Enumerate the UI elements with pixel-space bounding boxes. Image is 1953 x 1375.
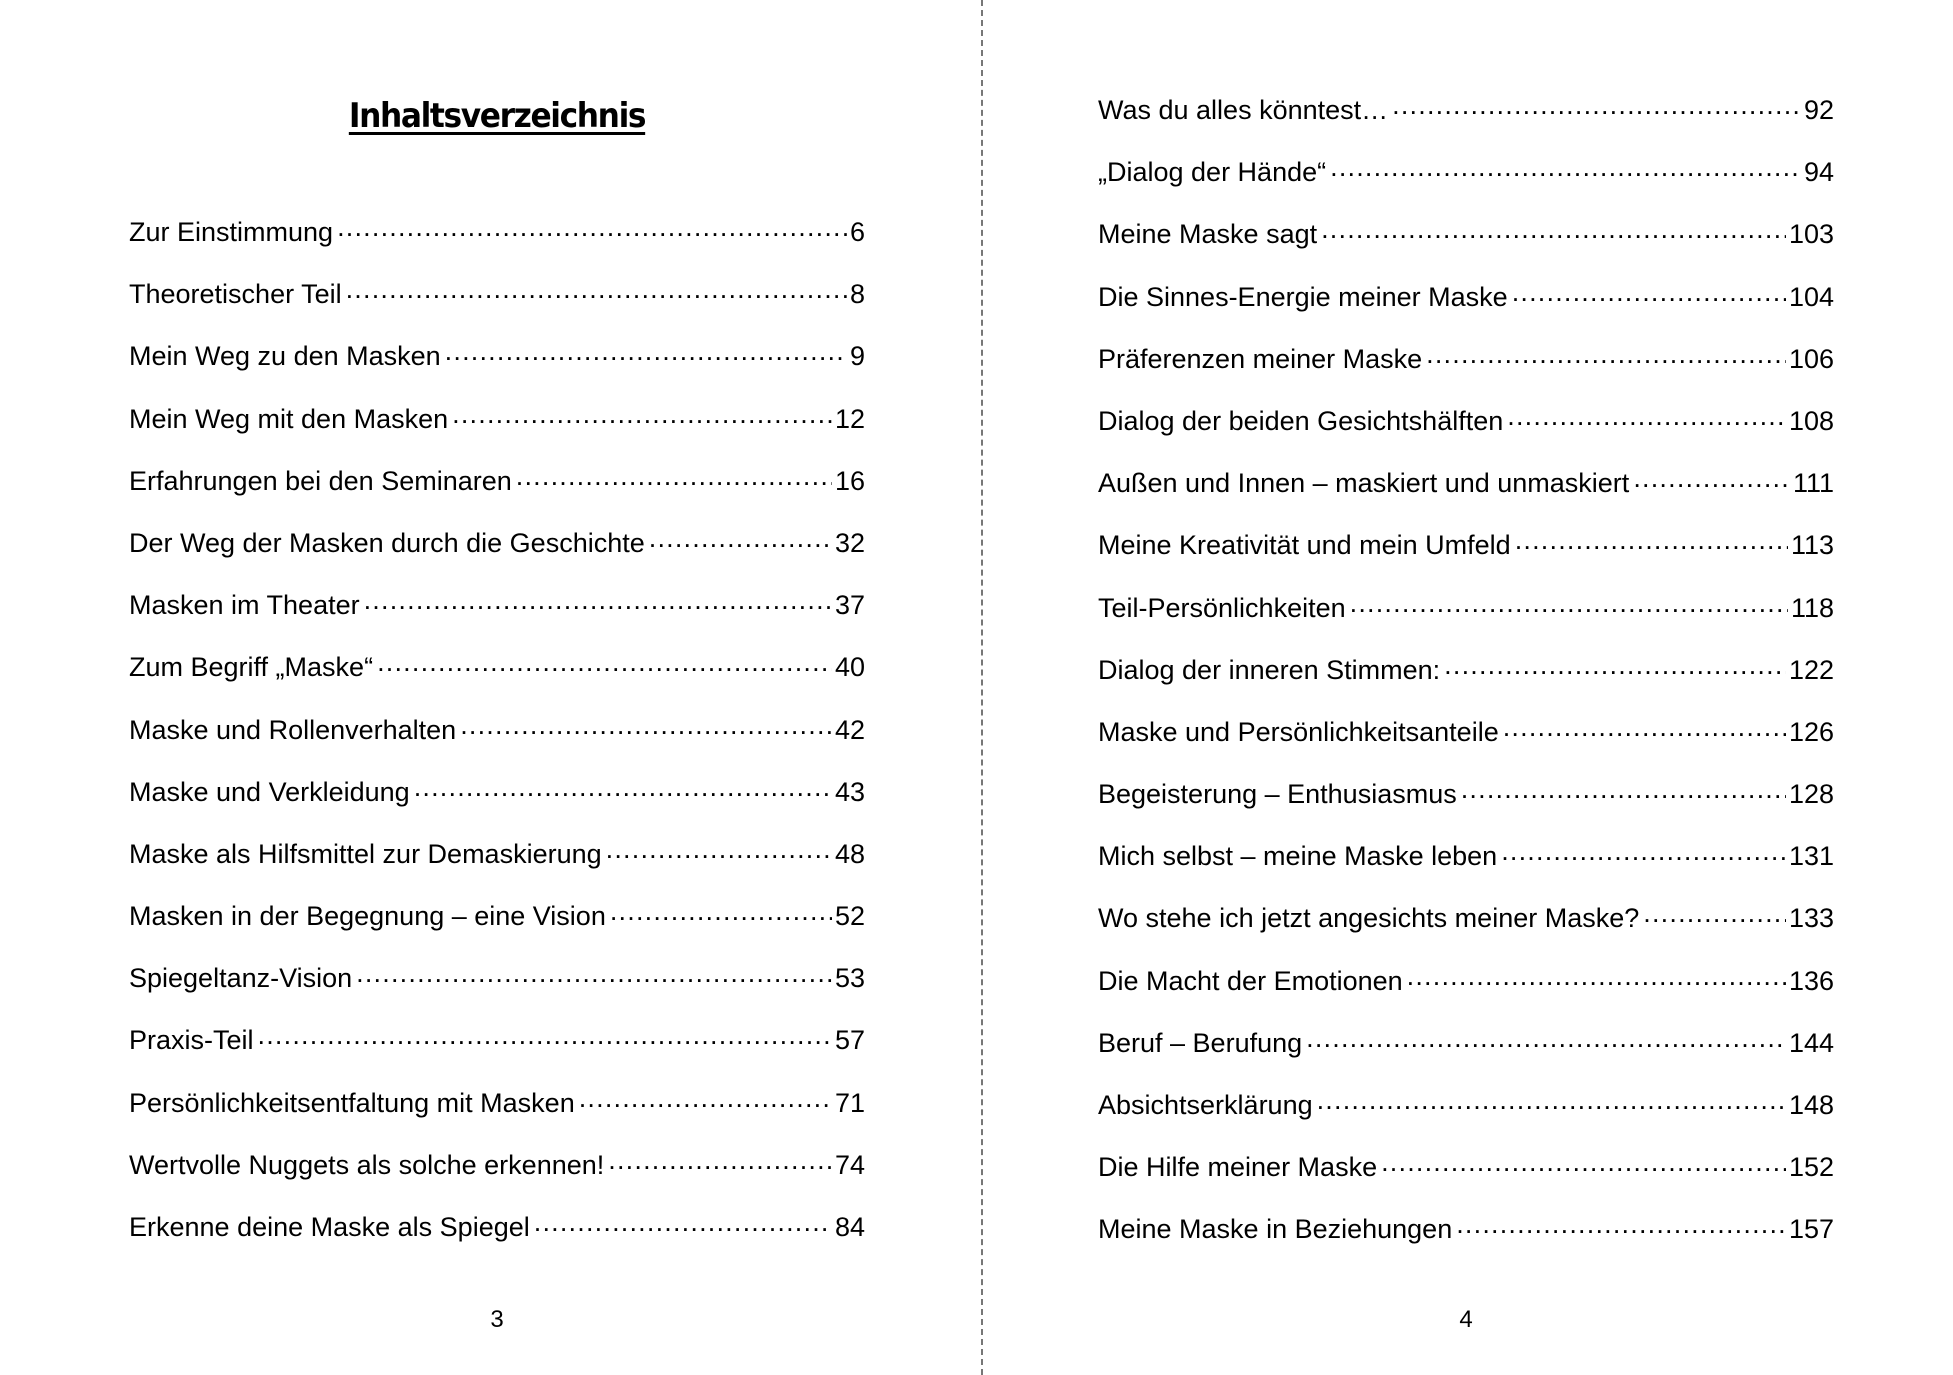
toc-entry-page: 108: [1788, 405, 1834, 436]
toc-entry-label: Wertvolle Nuggets als solche erkennen!: [129, 1149, 605, 1180]
dot-leader: [258, 1022, 832, 1049]
toc-entry-label: Maske und Persönlichkeitsanteile: [1098, 716, 1499, 747]
toc-entry-page: 92: [1803, 95, 1834, 125]
toc-entry-label: Meine Maske sagt: [1098, 219, 1318, 250]
toc-entry-label: Wo stehe ich jetzt angesichts meiner Maske?: [1098, 903, 1640, 934]
toc-entry[interactable]: [1098, 590, 1834, 652]
toc-entry[interactable]: [129, 836, 865, 898]
toc-entry-label: Die Macht der Emotionen: [1098, 965, 1403, 996]
dot-leader: [1350, 590, 1788, 617]
toc-entry-page: 144: [1788, 1027, 1834, 1058]
toc-entry-label: Mich selbst – meine Maske leben: [1098, 841, 1498, 872]
toc-entry-page: 106: [1788, 343, 1834, 374]
toc-entry-page: 103: [1788, 219, 1834, 250]
dot-leader: [364, 587, 832, 614]
toc-entry-page: 118: [1790, 592, 1834, 623]
toc-entry[interactable]: [129, 463, 865, 525]
toc-entry-page: 152: [1788, 1152, 1834, 1183]
toc-entry[interactable]: [129, 214, 865, 276]
toc-entry-label: Erfahrungen bei den Seminaren: [129, 465, 512, 496]
toc-entry-page: 37: [834, 590, 865, 621]
toc-entry[interactable]: [1098, 1211, 1834, 1273]
toc-entry-label: Was du alles könntest…: [1098, 95, 1389, 125]
toc-entry[interactable]: [129, 960, 865, 1022]
dot-leader: [1643, 900, 1786, 927]
toc-entry-page: 57: [834, 1025, 865, 1056]
toc-entry-label: Mein Weg mit den Masken: [129, 403, 449, 434]
toc-entry[interactable]: [1098, 776, 1834, 838]
dot-leader: [1515, 527, 1788, 554]
toc-entry-page: 48: [834, 838, 865, 869]
page-number-right: 4: [1459, 1306, 1473, 1333]
page-number-left: 3: [490, 1306, 504, 1333]
toc-entry[interactable]: [129, 649, 865, 711]
toc-entry[interactable]: [1098, 1149, 1834, 1211]
toc-entry-page: 148: [1788, 1090, 1834, 1120]
toc-entry[interactable]: [129, 1209, 865, 1271]
toc-entry-page: 53: [834, 963, 865, 994]
dot-leader: [606, 836, 832, 863]
toc-entry-label: Masken im Theater: [129, 590, 360, 621]
toc-entry[interactable]: [1098, 963, 1834, 1025]
toc-entry[interactable]: [1098, 279, 1834, 341]
toc-right-column: [1098, 92, 1834, 1274]
toc-entry-page: 43: [834, 776, 865, 807]
toc-entry[interactable]: [1098, 92, 1834, 154]
toc-entry[interactable]: [129, 338, 865, 400]
dot-leader: [1512, 279, 1786, 306]
toc-entry-label: Praxis-Teil: [129, 1025, 254, 1056]
toc-entry[interactable]: [1098, 403, 1834, 465]
page-divider: [981, 0, 983, 1375]
toc-entry-label: Persönlichkeitsentfaltung mit Masken: [129, 1087, 575, 1118]
toc-entry-label: Außen und Innen – maskiert und unmaskiert: [1098, 468, 1630, 499]
toc-entry[interactable]: [129, 587, 865, 649]
toc-entry-label: Maske und Verkleidung: [129, 776, 410, 807]
toc-entry[interactable]: [1098, 527, 1834, 589]
toc-entry-page: 12: [834, 403, 865, 434]
dot-leader: [460, 712, 832, 739]
toc-entry-page: 136: [1788, 965, 1834, 996]
dot-leader: [1381, 1149, 1786, 1176]
toc-entry-page: 122: [1788, 654, 1834, 685]
toc-entry[interactable]: [1098, 216, 1834, 278]
page-title: Inhaltsverzeichnis: [348, 96, 646, 136]
toc-entry-page: 157: [1788, 1214, 1834, 1245]
toc-entry[interactable]: [129, 525, 865, 587]
toc-entry[interactable]: [1098, 1025, 1834, 1087]
toc-entry-page: 133: [1788, 903, 1834, 934]
toc-entry-page: 32: [834, 527, 865, 558]
dot-leader: [1330, 154, 1801, 181]
toc-entry-page: 8: [849, 279, 865, 310]
toc-entry[interactable]: [129, 276, 865, 338]
toc-entry[interactable]: [129, 1085, 865, 1147]
toc-entry-page: 16: [834, 465, 865, 496]
toc-entry-label: Absichtserklärung: [1098, 1090, 1313, 1120]
toc-entry-label: Masken in der Begegnung – eine Vision: [129, 901, 606, 932]
toc-entry[interactable]: [1098, 1087, 1834, 1149]
dot-leader: [608, 1147, 832, 1174]
toc-entry-page: 40: [834, 652, 865, 683]
toc-entry-label: Theoretischer Teil: [129, 279, 342, 310]
toc-entry[interactable]: [129, 1022, 865, 1084]
dot-leader: [1321, 216, 1786, 243]
dot-leader: [1507, 403, 1786, 430]
toc-entry-label: Teil-Persönlichkeiten: [1098, 592, 1346, 623]
dot-leader: [337, 214, 847, 241]
toc-entry-label: Die Hilfe meiner Maske: [1098, 1152, 1378, 1183]
dot-leader: [1456, 1211, 1786, 1238]
dot-leader: [452, 401, 832, 428]
dot-leader: [1407, 963, 1786, 990]
dot-leader: [1306, 1025, 1786, 1052]
toc-entry[interactable]: [1098, 652, 1834, 714]
toc-entry-label: Spiegeltanz-Vision: [129, 963, 353, 994]
toc-entry-page: 42: [834, 714, 865, 745]
toc-entry[interactable]: [129, 774, 865, 836]
dot-leader: [1633, 465, 1790, 492]
dot-leader: [1444, 652, 1786, 679]
toc-entry-label: Die Sinnes-Energie meiner Maske: [1098, 281, 1508, 312]
toc-entry[interactable]: [1098, 838, 1834, 900]
toc-entry-page: 74: [834, 1149, 865, 1180]
toc-entry-page: 52: [834, 901, 865, 932]
dot-leader: [516, 463, 832, 490]
toc-entry[interactable]: [1098, 900, 1834, 962]
dot-leader: [1461, 776, 1786, 803]
dot-leader: [534, 1209, 832, 1236]
dot-leader: [649, 525, 832, 552]
toc-entry-page: 6: [849, 217, 865, 247]
toc-entry-page: 126: [1788, 716, 1834, 747]
toc-entry[interactable]: [129, 712, 865, 774]
toc-entry[interactable]: [1098, 341, 1834, 403]
dot-leader: [445, 338, 847, 365]
toc-entry-label: Meine Kreativität und mein Umfeld: [1098, 530, 1511, 561]
toc-entry-page: 111: [1792, 468, 1834, 499]
toc-entry-label: Begeisterung – Enthusiasmus: [1098, 779, 1457, 810]
toc-left-column: [129, 214, 865, 1271]
toc-entry[interactable]: [1098, 465, 1834, 527]
toc-entry[interactable]: [1098, 714, 1834, 776]
toc-entry[interactable]: [129, 401, 865, 463]
toc-entry-page: 131: [1788, 841, 1834, 872]
toc-entry-label: Mein Weg zu den Masken: [129, 341, 441, 372]
toc-entry-label: Erkenne deine Maske als Spiegel: [129, 1212, 530, 1242]
toc-entry[interactable]: [129, 898, 865, 960]
dot-leader: [1426, 341, 1786, 368]
toc-entry-page: 84: [834, 1212, 865, 1242]
toc-entry-page: 94: [1803, 157, 1834, 188]
toc-entry[interactable]: [129, 1147, 865, 1209]
dot-leader: [579, 1085, 832, 1112]
dot-leader: [414, 774, 832, 801]
toc-entry-label: Meine Maske in Beziehungen: [1098, 1214, 1453, 1245]
dot-leader: [377, 649, 832, 676]
toc-entry-label: Dialog der beiden Gesichtshälften: [1098, 405, 1504, 436]
toc-entry-label: Dialog der inneren Stimmen:: [1098, 654, 1441, 685]
toc-entry[interactable]: [1098, 154, 1834, 216]
toc-entry-label: Maske als Hilfsmittel zur Demaskierung: [129, 838, 602, 869]
dot-leader: [1501, 838, 1786, 865]
dot-leader: [1392, 92, 1801, 119]
toc-entry-label: Der Weg der Masken durch die Geschichte: [129, 527, 645, 558]
dot-leader: [1503, 714, 1786, 741]
toc-entry-label: Zur Einstimmung: [129, 217, 334, 247]
dot-leader: [356, 960, 832, 987]
toc-entry-label: Zum Begriff „Maske“: [129, 652, 374, 683]
toc-entry-label: Beruf – Berufung: [1098, 1027, 1303, 1058]
toc-entry-page: 104: [1788, 281, 1834, 312]
toc-entry-page: 113: [1790, 530, 1834, 561]
dot-leader: [346, 276, 847, 303]
toc-entry-page: 128: [1788, 779, 1834, 810]
toc-entry-page: 71: [834, 1087, 865, 1118]
toc-entry-label: Präferenzen meiner Maske: [1098, 343, 1423, 374]
dot-leader: [610, 898, 832, 925]
toc-entry-label: „Dialog der Hände“: [1098, 157, 1327, 188]
toc-entry-page: 9: [849, 341, 865, 372]
toc-entry-label: Maske und Rollenverhalten: [129, 714, 457, 745]
dot-leader: [1317, 1087, 1786, 1114]
